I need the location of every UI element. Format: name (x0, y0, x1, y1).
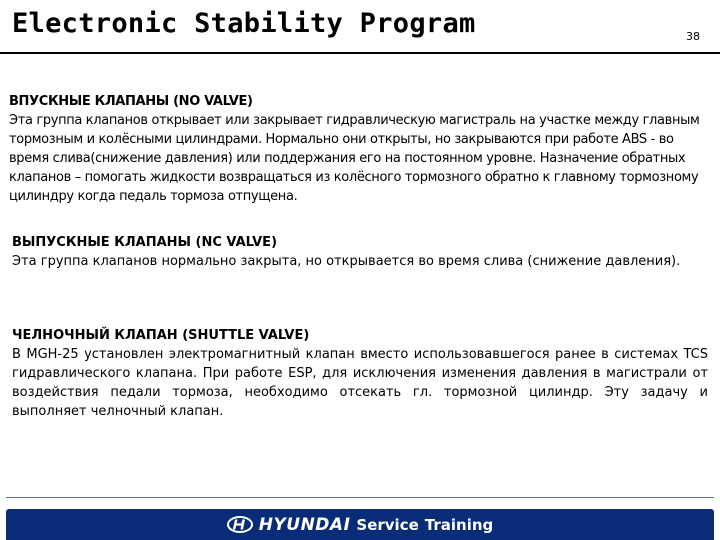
page-number: 38 (686, 30, 700, 43)
hyundai-logo-icon (227, 516, 253, 533)
section-heading: ВПУСКНЫЕ КЛАПАНЫ (NO VALVE) (9, 94, 253, 109)
section-inlet-valves (9, 92, 707, 206)
footer-brand: HYUNDAI (258, 514, 351, 535)
section-body: Эта группа клапанов открывает или закрывает гидравлическую магистраль на участке между главным тормозным и колёсными цилиндрами. Нормально они открыты, но закрываются при работе ABS - во время слива(снижение давления) или поддержания его на постоянном уровне. Назначение обратных клапанов – помогать жидкости возвращаться из колёсного тормозного обратно к главному тормозному цилиндру когда педаль тормоза отпущена. (9, 113, 700, 204)
footer-service: Service (356, 515, 419, 534)
title-divider (0, 52, 720, 54)
footer-divider (6, 497, 714, 498)
section-body: Эта группа клапанов нормально закрыта, но открывается во время слива (снижение давления). (12, 254, 681, 269)
footer-training: Training (424, 515, 494, 534)
page-title: Electronic Stability Program (12, 8, 476, 39)
section-shuttle-valve (12, 326, 708, 421)
footer-bar (6, 509, 714, 540)
section-heading: ЧЕЛНОЧНЫЙ КЛАПАН (SHUTTLE VALVE) (12, 328, 310, 343)
section-heading: ВЫПУСКНЫЕ КЛАПАНЫ (NC VALVE) (12, 235, 278, 250)
section-body: В MGH-25 установлен электромагнитный клапан вместо использовавшегося ранее в системах TCS гидравлического клапана. При работе ESP, для исключения изменения давления в магистрали от воздействия педали тормоза, необходимо отсекать гл. тормозной цилиндр. Эту задачу и выполняет челночный клапан. (12, 347, 708, 419)
section-outlet-valves (12, 233, 708, 271)
